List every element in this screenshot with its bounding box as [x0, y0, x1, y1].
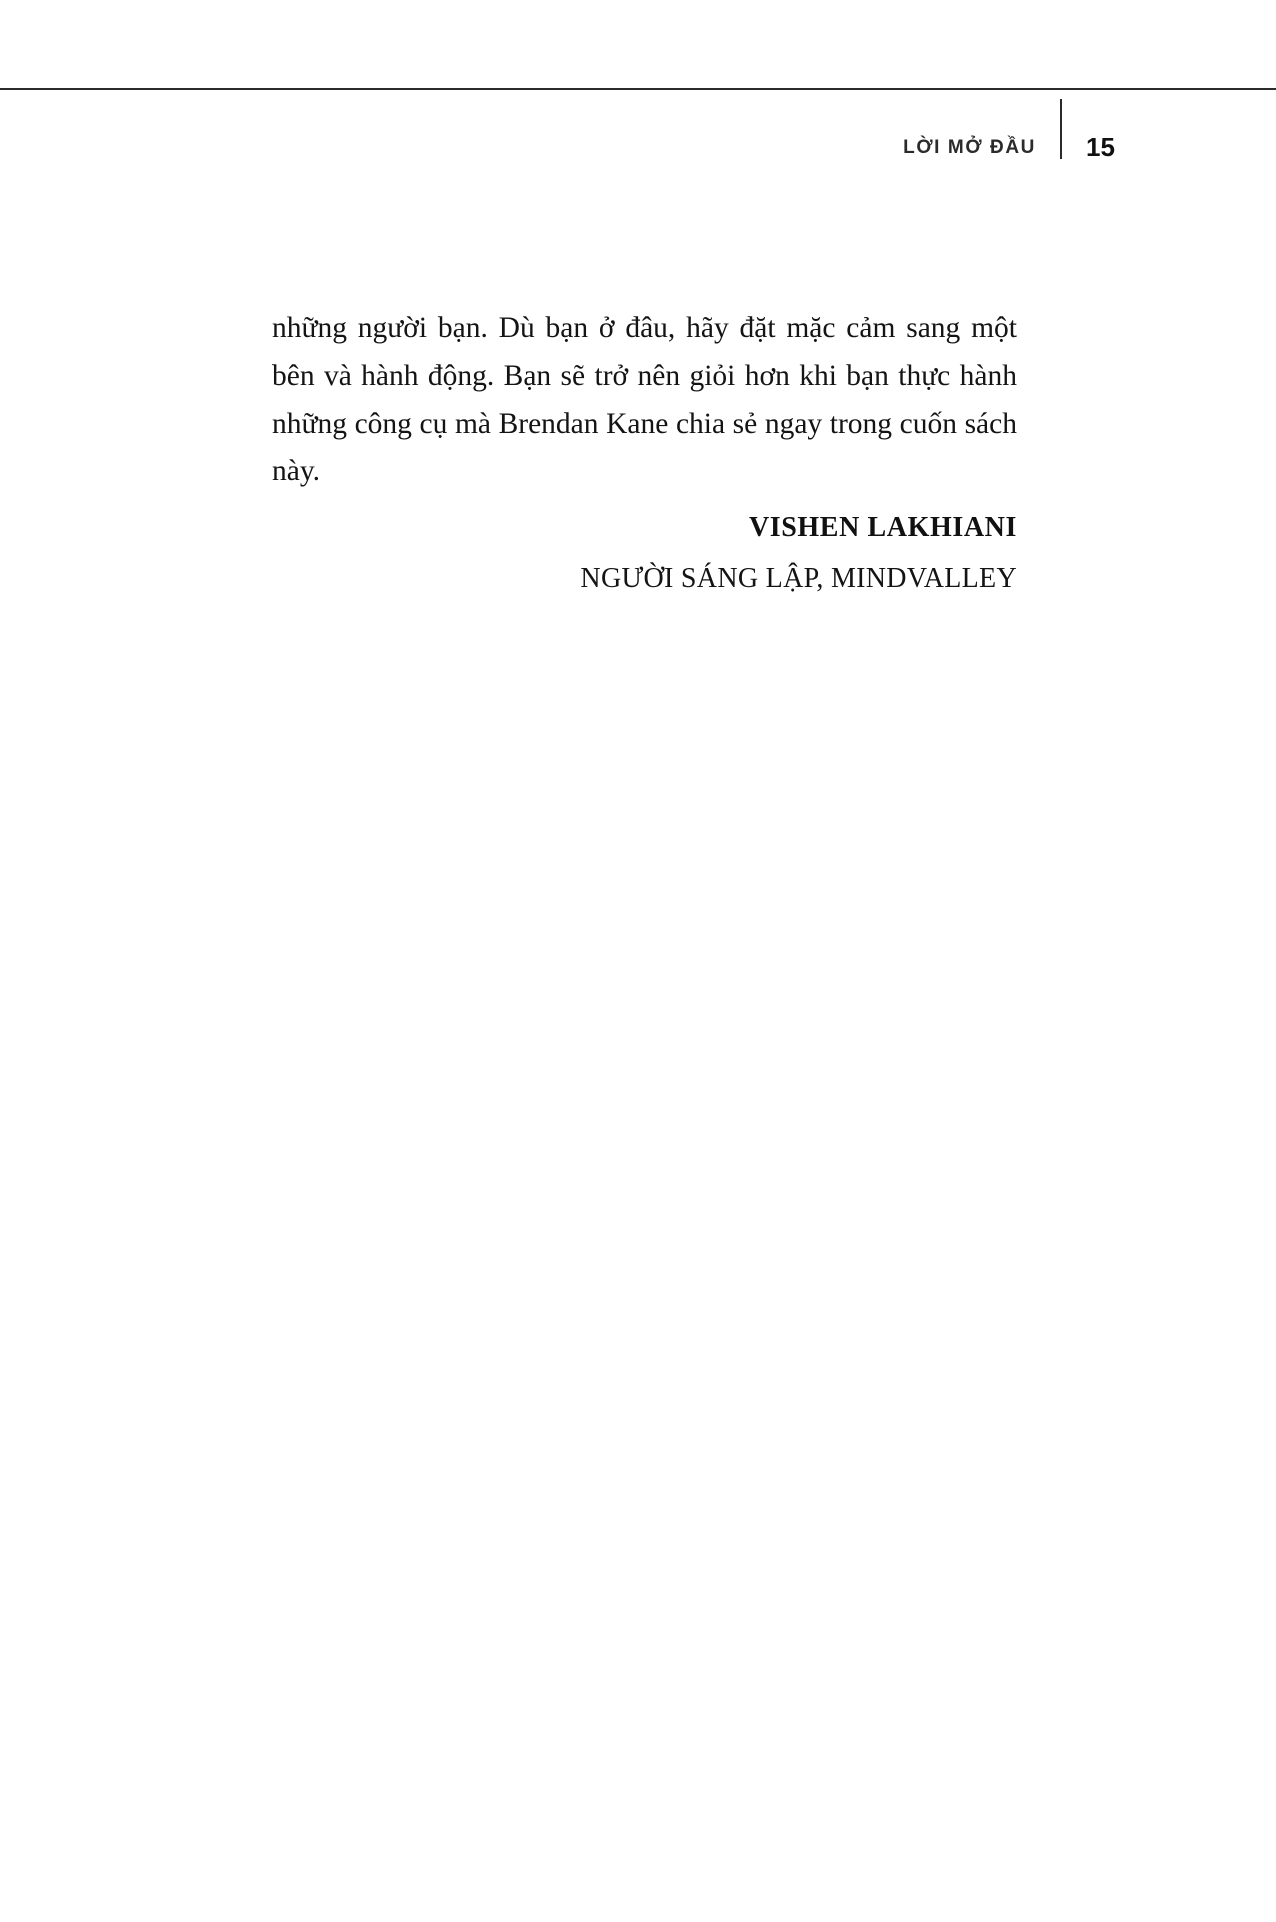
body-paragraph: những người bạn. Dù bạn ở đâu, hãy đặt mặc cảm sang một bên và hành động. Bạn sẽ trở nên giỏi hơn khi bạn thực hành những công cụ mà Brendan Kane chia sẻ ngay trong cuốn sách này. [272, 312, 1017, 488]
attribution-block [272, 510, 1017, 596]
header-rule [0, 88, 1276, 90]
body-text-block [272, 305, 1017, 496]
running-head [903, 125, 1116, 169]
page-number: 15 [1086, 132, 1115, 162]
running-head-title: LỜI MỞ ĐẦU [903, 136, 1036, 158]
header-divider [1060, 99, 1062, 159]
attribution-name: VISHEN LAKHIANI [748, 512, 1017, 543]
attribution-role: NGƯỜI SÁNG LẬP, MINDVALLEY [580, 563, 1017, 594]
